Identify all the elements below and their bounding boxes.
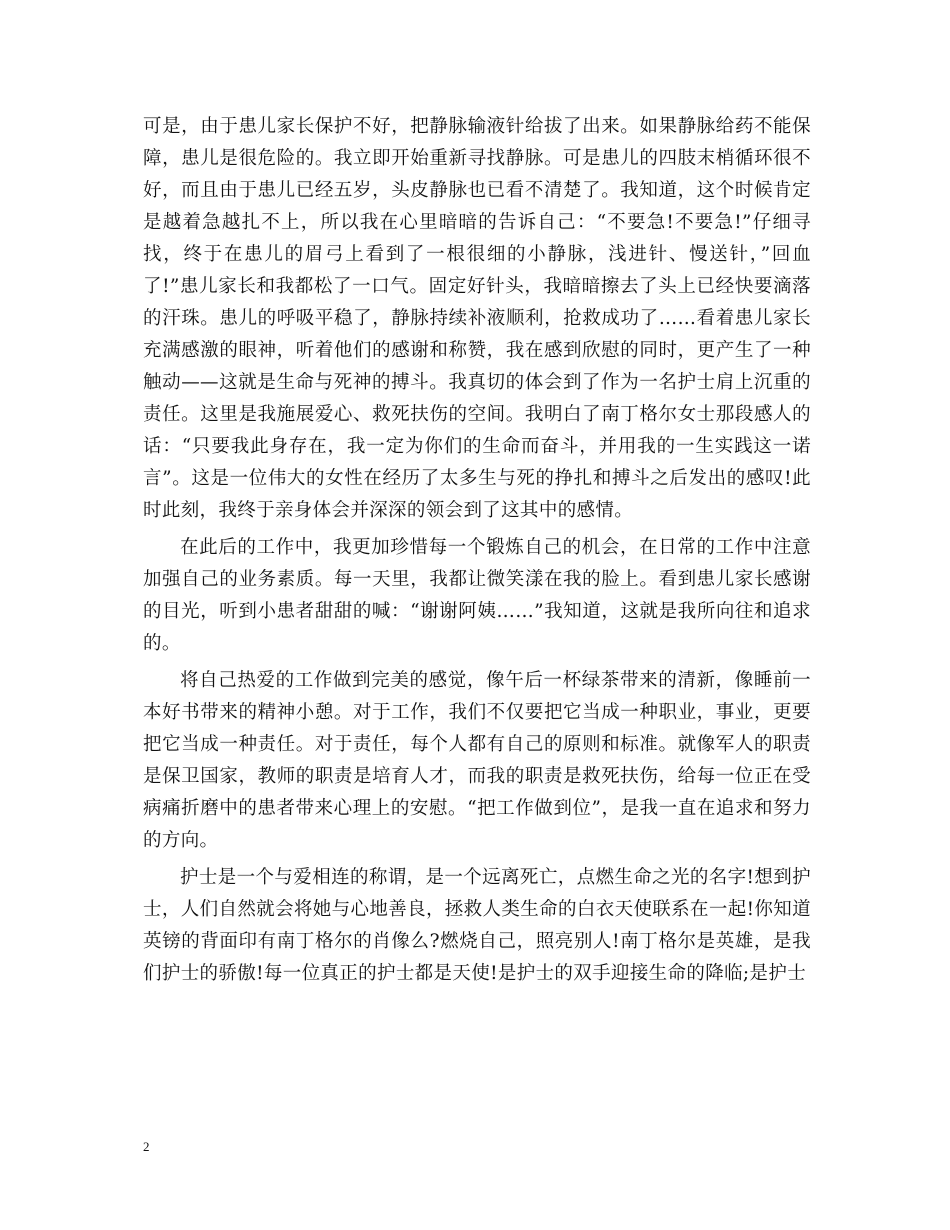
page-number: 2 (143, 1139, 150, 1154)
paragraph-1: 可是，由于患儿家长保护不好，把静脉输液针给拔了出来。如果静脉给药不能保障，患儿是很危险的。我立即开始重新寻找静脉。可是患儿的四肢末梢循环很不好，而且由于患儿已经五岁，头皮静脉也已看不清楚了。我知道，这个时候肯定是越着急越扎不上，所以我在心里暗暗的告诉自己：“不要急!不要急!”仔细寻找，终于在患儿的眉弓上看到了一根很细的小静脉，浅进针、慢送针，”回血了!”患儿家长和我都松了一口气。固定好针头，我暗暗擦去了头上已经快要滴落的汗珠。患儿的呼吸平稳了，静脉持续补液顺利，抢救成功了……看着患儿家长充满感激的眼神，听着他们的感谢和称赞，我在感到欣慰的同时，更产生了一种触动——这就是生命与死神的搏斗。我真切的体会到了作为一名护士肩上沉重的责任。这里是我施展爱心、救死扶伤的空间。我明白了南丁格尔女士那段感人的话：“只要我此身存在，我一定为你们的生命而奋斗，并用我的一生实践这一诺言”。这是一位伟大的女性在经历了太多生与死的挣扎和搏斗之后发出的感叹!此时此刻，我终于亲身体会并深深的领会到了这其中的感情。 (143, 116, 811, 521)
paragraph-4: 护士是一个与爱相连的称谓，是一个远离死亡，点燃生命之光的名字!想到护士，人们自然就会将她与心地善良，拯救人类生命的白衣天使联系在一起!你知道英镑的背面印有南丁格尔的肖像么?燃烧自己，照亮别人!南丁格尔是英雄，是我们护士的骄傲!每一位真正的护士都是天使!是护士的双手迎接生命的降临;是护士 (143, 867, 811, 984)
body-text (143, 111, 811, 995)
paragraph-3: 将自己热爱的工作做到完美的感觉，像午后一杯绿茶带来的清新，像睡前一本好书带来的精神小憩。对于工作，我们不仅要把它当成一种职业，事业，更要把它当成一种责任。对于责任，每个人都有自己的原则和标准。就像军人的职责是保卫国家，教师的职责是培育人才，而我的职责是救死扶伤，给每一位正在受病痛折磨中的患者带来心理上的安慰。“把工作做到位”，是我一直在追求和努力的方向。 (143, 670, 811, 851)
paragraph-2: 在此后的工作中，我更加珍惜每一个锻炼自己的机会，在日常的工作中注意加强自己的业务素质。每一天里，我都让微笑漾在我的脸上。看到患儿家长感谢的目光，听到小患者甜甜的喊：“谢谢阿姨……”我知道，这就是我所向往和追求的。 (143, 537, 811, 654)
